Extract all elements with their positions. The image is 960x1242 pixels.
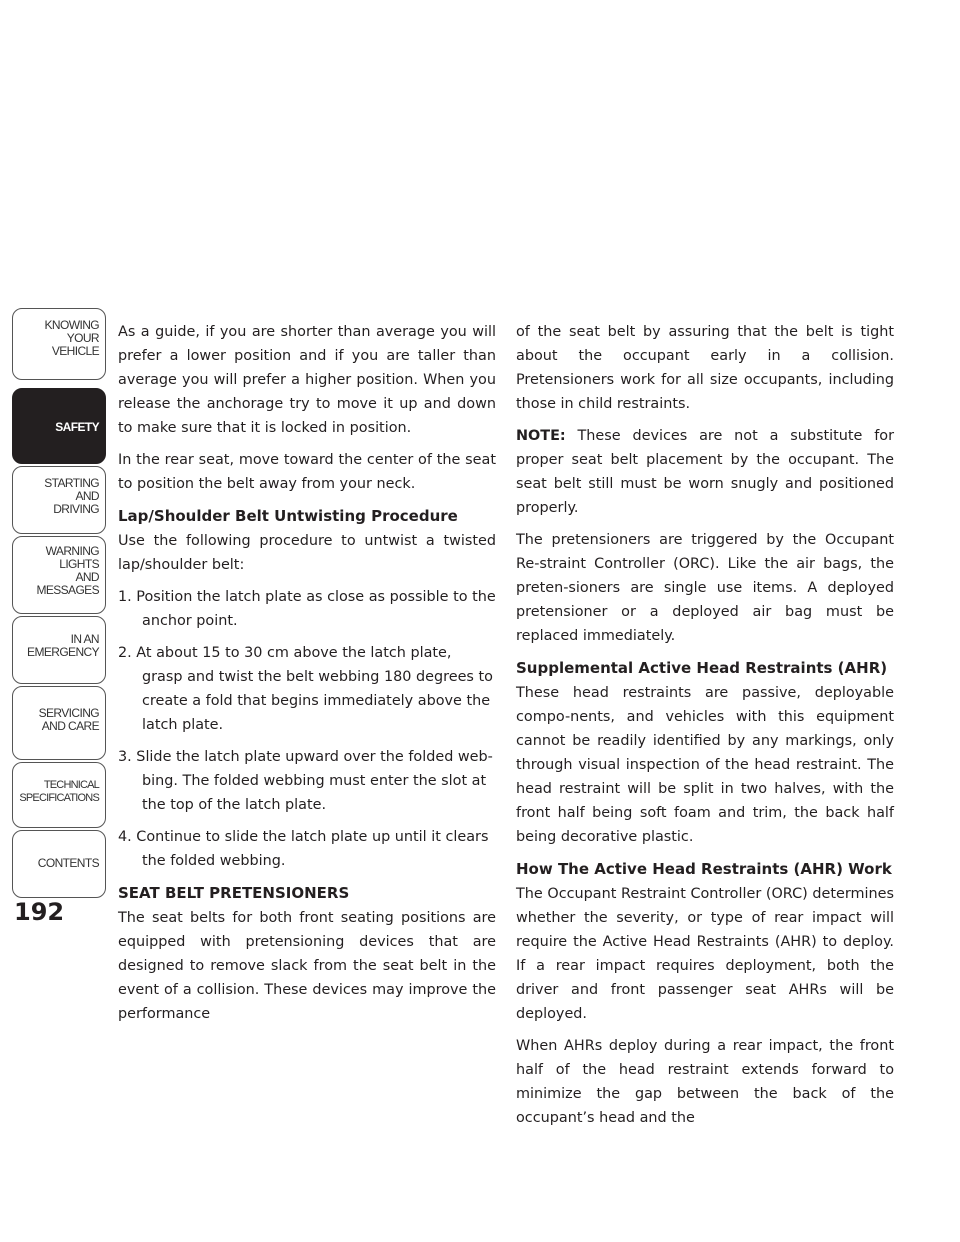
section-heading: SEAT BELT PRETENSIONERS xyxy=(118,884,350,902)
paragraph: The Occupant Restraint Controller (ORC) determines whether the severity, or type of rear impact will require the Active Head Restraints (AHR) to deploy. If a rear impact requires deployment, both the driver and front passenger seat AHRs will be deployed. xyxy=(516,886,894,1022)
paragraph: When AHRs deploy during a rear impact, the front half of the head restraint extends forward to minimize the gap between the back of the occupant’s head and the xyxy=(516,1038,894,1126)
note-paragraph xyxy=(516,424,894,520)
note-label: NOTE: xyxy=(516,428,566,444)
tab-line: STARTING xyxy=(44,476,99,490)
tab-technical-specifications[interactable] xyxy=(12,762,106,828)
tab-line: YOUR xyxy=(66,331,99,345)
paragraph: The seat belts for both front seating positions are equipped with pretensioning devices that are designed to remove slack from the seat belt in the event of a collision. These devices may improve the performance xyxy=(118,910,496,1022)
procedure-steps xyxy=(118,585,496,873)
list-item: 3. Slide the latch plate upward over the folded web-bing. The folded webbing must enter the slot at the top of the latch plate. xyxy=(118,749,493,813)
tab-line: CONTENTS xyxy=(37,856,99,870)
note-text: These devices are not a substitute for proper seat belt placement by the occupant. The seat belt still must be worn snugly and positioned properly. xyxy=(516,428,894,516)
paragraph: As a guide, if you are shorter than average you will prefer a lower position and if you are taller than average you will prefer a higher position. When you release the anchorage try to move it up and down to make sure that it is locked in position. xyxy=(118,324,496,436)
list-item: 4. Continue to slide the latch plate up until it clears the folded webbing. xyxy=(118,829,489,869)
tab-line: IN AN xyxy=(70,632,99,646)
section-heading: Supplemental Active Head Restraints (AHR) xyxy=(516,659,888,677)
tab-line: SAFETY xyxy=(55,420,99,434)
tab-line: SPECIFICATIONS xyxy=(19,792,99,804)
tab-line: AND CARE xyxy=(41,719,99,733)
list-item: 1. Position the latch plate as close as possible to the anchor point. xyxy=(118,589,496,629)
tab-line: AND xyxy=(75,489,99,503)
tab-contents[interactable] xyxy=(12,830,106,898)
paragraph: of the seat belt by assuring that the belt is tight about the occupant early in a collision. Pretensioners work for all size occupants, including those in child restraints. xyxy=(516,324,894,412)
tab-line: AND xyxy=(75,570,99,584)
text-column-right xyxy=(516,320,894,1138)
tab-knowing-your-vehicle[interactable] xyxy=(12,308,106,380)
text-column-left xyxy=(118,320,496,1034)
tab-in-an-emergency[interactable] xyxy=(12,616,106,684)
tab-line: WARNING xyxy=(45,544,99,558)
tab-line: LIGHTS xyxy=(59,557,99,571)
tab-line: SERVICING xyxy=(38,706,99,720)
tab-warning-lights-and-messages[interactable] xyxy=(12,536,106,614)
tab-line: KNOWING xyxy=(44,318,99,332)
tab-line: DRIVING xyxy=(53,502,99,516)
paragraph: The pretensioners are triggered by the Occupant Re-straint Controller (ORC). Like the air bags, the preten-sioners are single use items. A deployed pretensioner or a deployed air bag must be replaced immediately. xyxy=(516,532,894,644)
list-item: 2. At about 15 to 30 cm above the latch plate, grasp and twist the belt webbing 180 degrees to create a fold that begins immediately above the latch plate. xyxy=(118,645,493,733)
tab-safety[interactable] xyxy=(12,388,106,464)
paragraph: Use the following procedure to untwist a twisted lap/shoulder belt: xyxy=(118,533,496,573)
tab-line: MESSAGES xyxy=(36,583,99,597)
section-heading: Lap/Shoulder Belt Untwisting Procedure xyxy=(118,507,458,525)
tab-line: TECHNICAL xyxy=(43,779,99,791)
paragraph: In the rear seat, move toward the center of the seat to position the belt away from your neck. xyxy=(118,452,496,492)
tab-line: EMERGENCY xyxy=(27,645,99,659)
page-number: 192 xyxy=(14,898,65,926)
tab-line: VEHICLE xyxy=(51,344,99,358)
section-heading: How The Active Head Restraints (AHR) Work xyxy=(516,860,892,878)
paragraph: These head restraints are passive, deployable compo-nents, and vehicles with this equipment cannot be readily identified by any markings, only through visual inspection of the head restraint. The head restraint will be split in two halves, with the front half being soft foam and trim, the back half being decorative plastic. xyxy=(516,685,894,845)
tab-starting-and-driving[interactable] xyxy=(12,466,106,534)
tab-servicing-and-care[interactable] xyxy=(12,686,106,760)
